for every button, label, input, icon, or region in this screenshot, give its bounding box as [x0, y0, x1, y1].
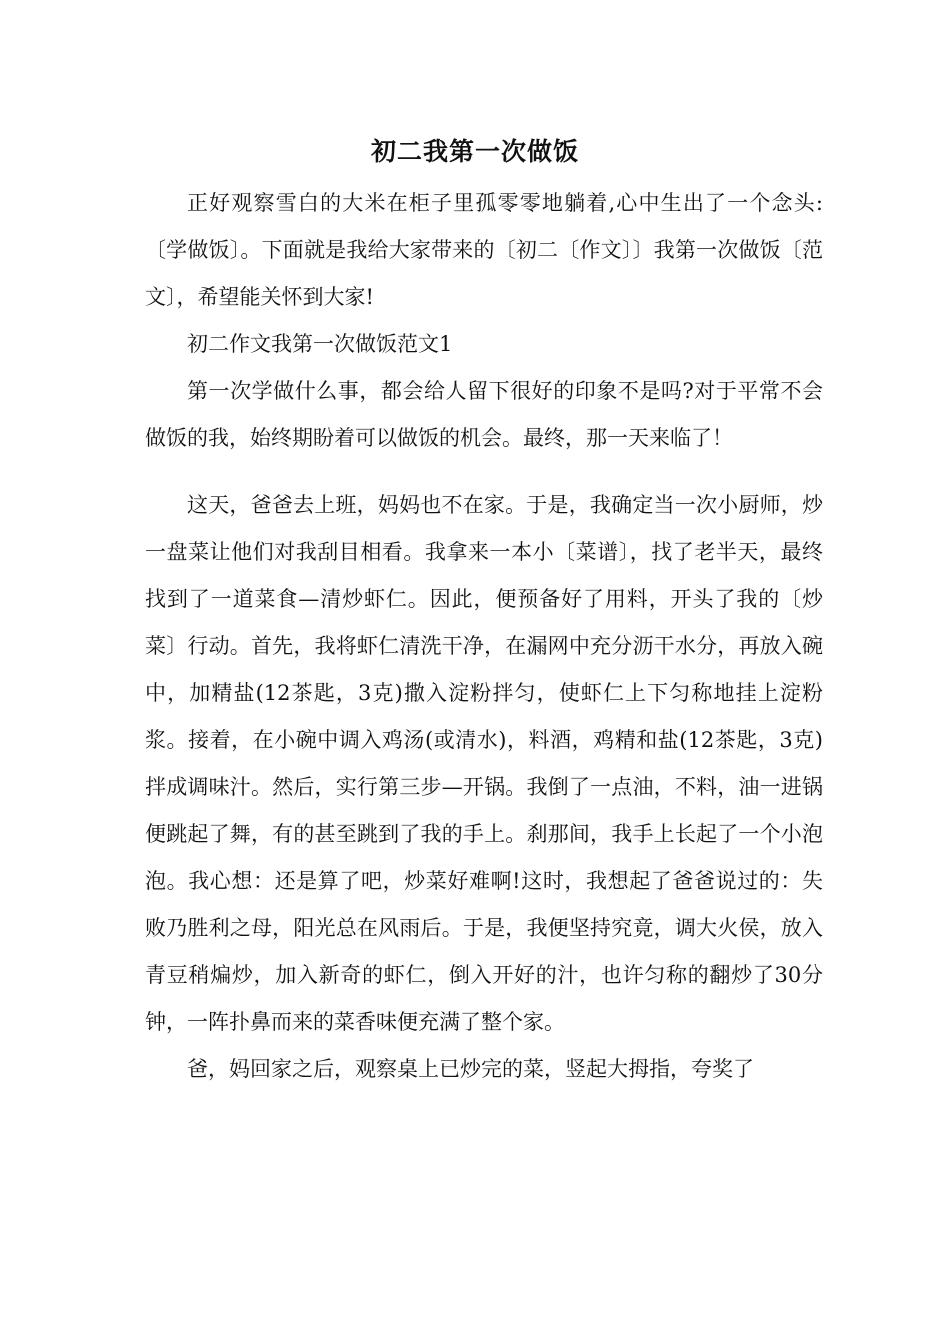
- paragraph-parents-return: 爸，妈回家之后，观察桌上已炒完的菜，竖起大拇指，夸奖了: [187, 1057, 754, 1081]
- paragraph-subheading: 初二作文我第一次做饭范文1: [187, 332, 453, 356]
- document-body: [145, 180, 823, 1093]
- document-title: 初二我第一次做饭: [370, 137, 579, 166]
- paragraph-cooking: 这天，爸爸去上班，妈妈也不在家。于是，我确定当一次小厨师，炒一盘菜让他们对我刮目相看。我拿来一本小〔菜谱〕，找了老半天，最终找到了一道菜食—清炒虾仁。因此，便预备好了用料，开头了我的〔炒菜〕行动。首先，我将虾仁清洗干净，在漏网中充分沥干水分，再放入碗中，加精盐(12茶匙，3克)撒入淀粉拌匀，使虾仁上下匀称地挂上淀粉浆。接着，在小碗中调入鸡汤(或清水)，料酒，鸡精和盐(12茶匙，3克)拌成调味汁。然后，实行第三步—开锅。我倒了一点油，不料，油一进锅便跳起了舞，有的甚至跳到了我的手上。刹那间，我手上长起了一个小泡泡。我心想：还是算了吧，炒菜好难啊!这时，我想起了爸爸说过的：失败乃胜利之母，阳光总在风雨后。于是，我便坚持究竟，调大火侯，放入青豆稍煸炒，加入新奇的虾仁，倒入开好的汁，也许匀称的翻炒了30分钟，一阵扑鼻而来的菜香味便充满了整个家。: [145, 493, 823, 1034]
- paragraph-intro: 正好观察雪白的大米在柜子里孤零零地躺着,心中生出了一个念头:〔学做饭〕。下面就是我给大家带来的〔初二〔作文〕〕我第一次做饭〔范文〕，希望能关怀到大家!: [145, 191, 823, 309]
- paragraph-first-time: 第一次学做什么事，都会给人留下很好的印象不是吗?对于平常不会做饭的我，始终期盼着可以做饭的机会。最终，那一天来临了！: [145, 379, 823, 450]
